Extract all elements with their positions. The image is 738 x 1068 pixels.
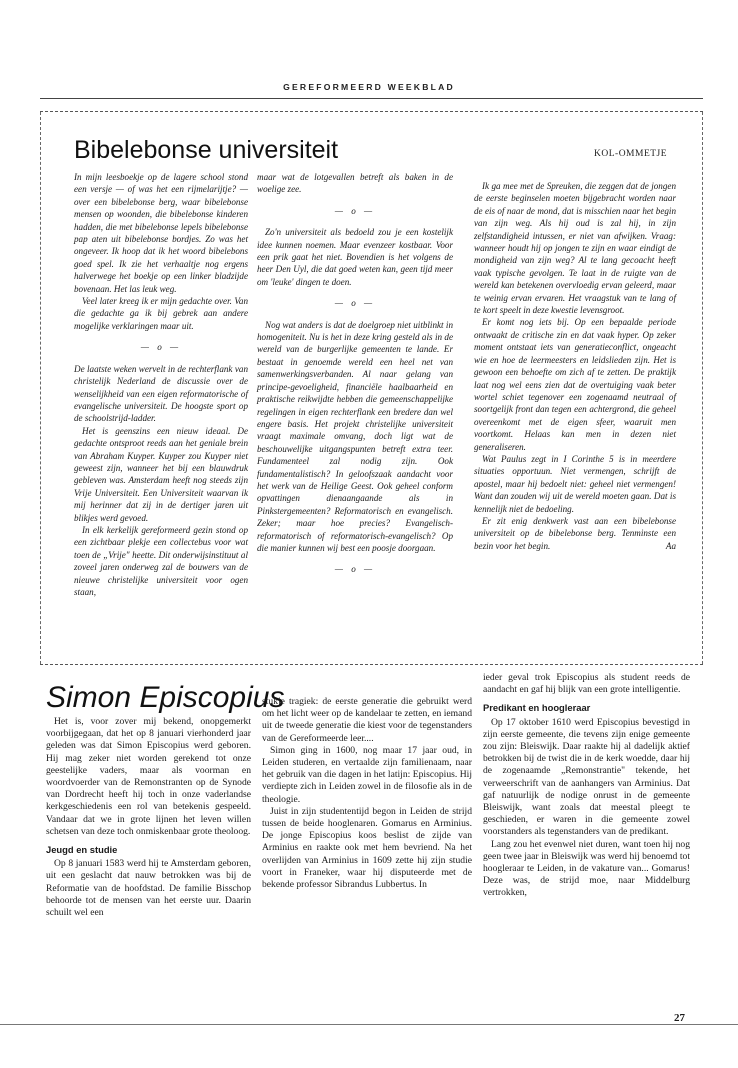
paragraph: In elk kerkelijk gereformeerd gezin stond op een zichtbaar plekje een collectebus voor wat toen de „Vrije" heette. Dit onderwijsinstituut al zoveel jaren onderweg zal de bouwers van de nieuwe christelijke universiteit voor ogen staan, [74,524,248,597]
paragraph: Veel later kreeg ik er mijn gedachte over. Van die gedachte ga ik bij gebrek aan andere mogelijke verklaringen maar uit. [74,296,248,331]
paragraph: Er komt nog iets bij. Op een bepaalde periode ontwaakt de critische zin en dat vaak hyper. Op zeker moment ontstaat iets van generatieconflict, ongeacht wie en hoe de leermeesters en leidslieden zijn. Het is gewoon een behoefte om zich af te zetten. De praktijk laat nog wel eens zien dat de overtuiging vaak beter wortel schiet tegenover een zogenaamd neutraal of soortgelijk front dan tegen een achtergrond, die geheel overeenkomt met de eigen sfeer, waaruit men voortkomt. Helaas kan men in dezen niet generaliseren. [474,317,676,452]
column-title: Bibelebonse universiteit [74,136,339,164]
separator: — o — [334,205,376,216]
article-column-1 [46,716,251,919]
page-bottom-rule [0,1024,738,1025]
separator: — o — [334,298,376,309]
box-top-border [40,111,703,112]
paragraph: Juist in zijn studententijd begon in Leiden de strijd tussen de beide hooglenaren. Gomarus en Arminius. De jonge Episcopius koos beslist de zijde van Arminius en raakte ook met hem bevriend. Na het overlijden van Arminius in 1609 zette hij zijn studie voort in Franeker, waar hij disputeerde met de bekende professor Sibrandus Lubbertus. In [262,805,472,891]
section-heading: Predikant en hoogleraar [483,702,591,714]
box-right-border [702,112,703,664]
paragraph: Wat Paulus zegt in I Corinthe 5 is in meerdere situaties opportuun. Niet vermengen, schrijft de apostel, maar hij bedoelt niet: geheel niet vermengen! Want dan zouden wij uit de wereld moeten gaan. Dat is kennelijk niet de bedoeling. [474,453,676,514]
paragraph: In mijn leesboekje op de lagere school stond een versje — of was het een rijmelarijtje? — over een bibelebonse berg, waar bibelebonse mensen op woonden, die bibelebonse kinderen hadden, die met bibelebonse lepels bibelebonse pap aten uit bibelebonse bordjes. Zo was het ongeveer. Ik hoop dat ik het woord bibelebons goed spel. Ik zie het verhaaltje nog ergens halverwege het boekje op een linker bladzijde bovenaan. Het las leuk weg. [74,172,248,294]
article-column-2 [262,696,472,891]
paragraph: Het is geenszins een nieuw ideaal. De gedachte ontsproot reeds aan het geniale brein van Abraham Kuyper. Kuyper zou Kuyper niet geweest zijn, wanneer het bij een blauwdruk gebleven was. Amsterdam heeft nog steeds zijn Vrije Universiteit. Een Universiteit waarvan ik mij herinner dat zij in de dertiger jaren uit blikjes werd gevoed. [74,425,248,523]
paragraph: Op 17 oktober 1610 werd Episcopius bevestigd in zijn eerste gemeente, die tevens zijn enige gemeente zou zijn: Bleiswijk. Daar raakte hij al dadelijk aktief betrokken bij de twist die in de kerk woedde, daar hij de zogenaamde „Remonstrantie" tekende, het verweerschrift van de aanhangers van Arminius. Dat gaf natuurlijk de nodige onrust in de gemeente Bleiswijk, want zoals dat meestal pleegt te geschieden, er waren in die gemeente zowel voorstanders als tegenstanders van de predikant. [483,716,690,838]
column-text-1 [74,171,248,598]
separator: — o — [140,342,182,353]
header-rule [40,98,703,99]
publication-header: GEREFORMEERD WEEKBLAD [283,82,455,92]
paragraph: Het is, voor zover mij bekend, onopgemerkt voorbijgegaan, dat het op 8 januari vierhonderd jaar geleden was dat Simon Episcopius werd geboren. Hij mag zeker niet worden gerekend tot onze geestelijke vaders, maar als voorman en woordvoerder van de Remonstranten op de Synode van Dordrecht heeft hij toch in onze vaderlandse kerkgeschiedenis een rol van betekenis gespeeld. Vandaar dat we in grote lijnen het leven willen schetsen van deze toch onmiskenbaar grote theoloog. [46,716,251,837]
separator: — o — [334,564,376,575]
paragraph: Nog wat anders is dat de doelgroep niet uitblinkt in homogeniteit. Nu is het in deze kring gesteld als in de wereld van de burgerlijke gemeenten te lande. Er bestaat in genoemde wereld een heel net van samenwerkingsverbanden. Al naar gelang van principe-gevoeligheid, financiële haalbaarheid en praktische reikwijdte hebben die gemeenschappelijke regelingen in eigen rechterflank een bredere dan wel engere basis. Het projekt christelijke universiteit vraagt maximale omvang, doch ligt wat de beschouwelijke uitgangspunten betreft extra teer. Fundamenteel zal nodig zijn. Ook fundamentalistisch? In geloofszaak aandacht voor het werk van de Heilige Geest. Ook geheel conform opvattingen dienaangaande als in Pinkstergemeenten? Reformatorisch en evangelisch. Zeker; maar hoe precies? Evangelisch-reformatorisch of reformatorisch-evangelisch? Op die manier kunnen wij best een poosje doorgaan. [257,319,453,553]
section-heading: Jeugd en studie [46,844,118,856]
paragraph: Lang zou het evenwel niet duren, want toen hij nog geen twee jaar in Bleiswijk was werd hij benoemd tot hoogleraar te Leiden, in de vakature van... Gomarus! Deze was, de strijd moe, naar Middelburg vertrokken, [483,838,690,899]
paragraph: Ik ga mee met de Spreuken, die zeggen dat de jongen de eerste beginselen moeten bijgebracht worden naar de eis of naar de mond, dat is misschien naar het begin van zijn weg. Als hij oud is zal hij, in zijn zelfstandigheid intussen, er niet van afwijken. Vraag: wanneer houdt hij op jongen te zijn en waar eindigt de mondigheid van zijn weg? Al te lang gecoacht heeft vaak typische gevolgen. Te laat in de ruigte van de wereld kan betekenen overvloedig ervan geleerd, maar te weinig ervan ervaren. Het vraagstuk van te lang of te kort speelt in deze kwestie levensgroot. [474,181,676,316]
paragraph: Op 8 januari 1583 werd hij te Amsterdam geboren, uit een geslacht dat nauw betrokken was bij de Reformatie van de hoofdstad. De familie Bisschop behoorde tot de mensen van het eerste uur. Daarin schuilt wel een [46,858,251,919]
signature: Aa [665,540,676,551]
paragraph: stukje tragiek: de eerste generatie die gebruikt werd om het licht weer op de kandelaar te zetten, en iemand uit de tweede generatie die kiest voor de tegenstanders van de Gereformeerde leer.... [262,696,472,744]
paragraph: Simon ging in 1600, nog maar 17 jaar oud, in Leiden studeren, en vertaalde zijn familienaam, naar het gebruik van die dagen in het latijn: Episcopius. Hij verdiepte zich in Leiden zowel in de filosofie als in de theologie. [262,744,472,805]
paragraph: ieder geval trok Episcopius als student reeds de aandacht en gaf hij blijk van een grote intelligentie. [483,672,690,696]
paragraph [474,515,676,552]
paragraph: Zo'n universiteit als bedoeld zou je een kostelijk idee kunnen noemen. Maar evenzeer kostbaar. Voor een prik gaat het niet. Bovendien is het volgens de heer Den Uyl, die dat goed weten kan, geen tijd meer om 'leuke' dingen te doen. [257,227,453,287]
paragraph-text: Er zit enig denkwerk vast aan een bibelebonse universiteit op de bibelebonse berg. Tenminste een bezin voor het begin. [474,515,676,551]
paragraph: maar wat de lotgevallen betreft als baken in de woelige zee. [257,172,453,195]
box-bottom-border [40,664,703,665]
article-title: Simon Episcopius [46,681,285,714]
page-number: 27 [674,1012,685,1024]
paragraph: De laatste weken wervelt in de rechterflank van christelijk Nederland de discussie over de wenselijkheid van een eigen reformatorische of evangelische universiteit. De hoogste sport op de schoolstrijd-ladder. [74,363,248,424]
column-tag: KOL-OMMETJE [594,149,668,159]
column-text-2 [257,171,453,585]
article-column-3 [483,672,690,900]
box-left-border [40,112,41,664]
column-text-3 [474,180,676,552]
